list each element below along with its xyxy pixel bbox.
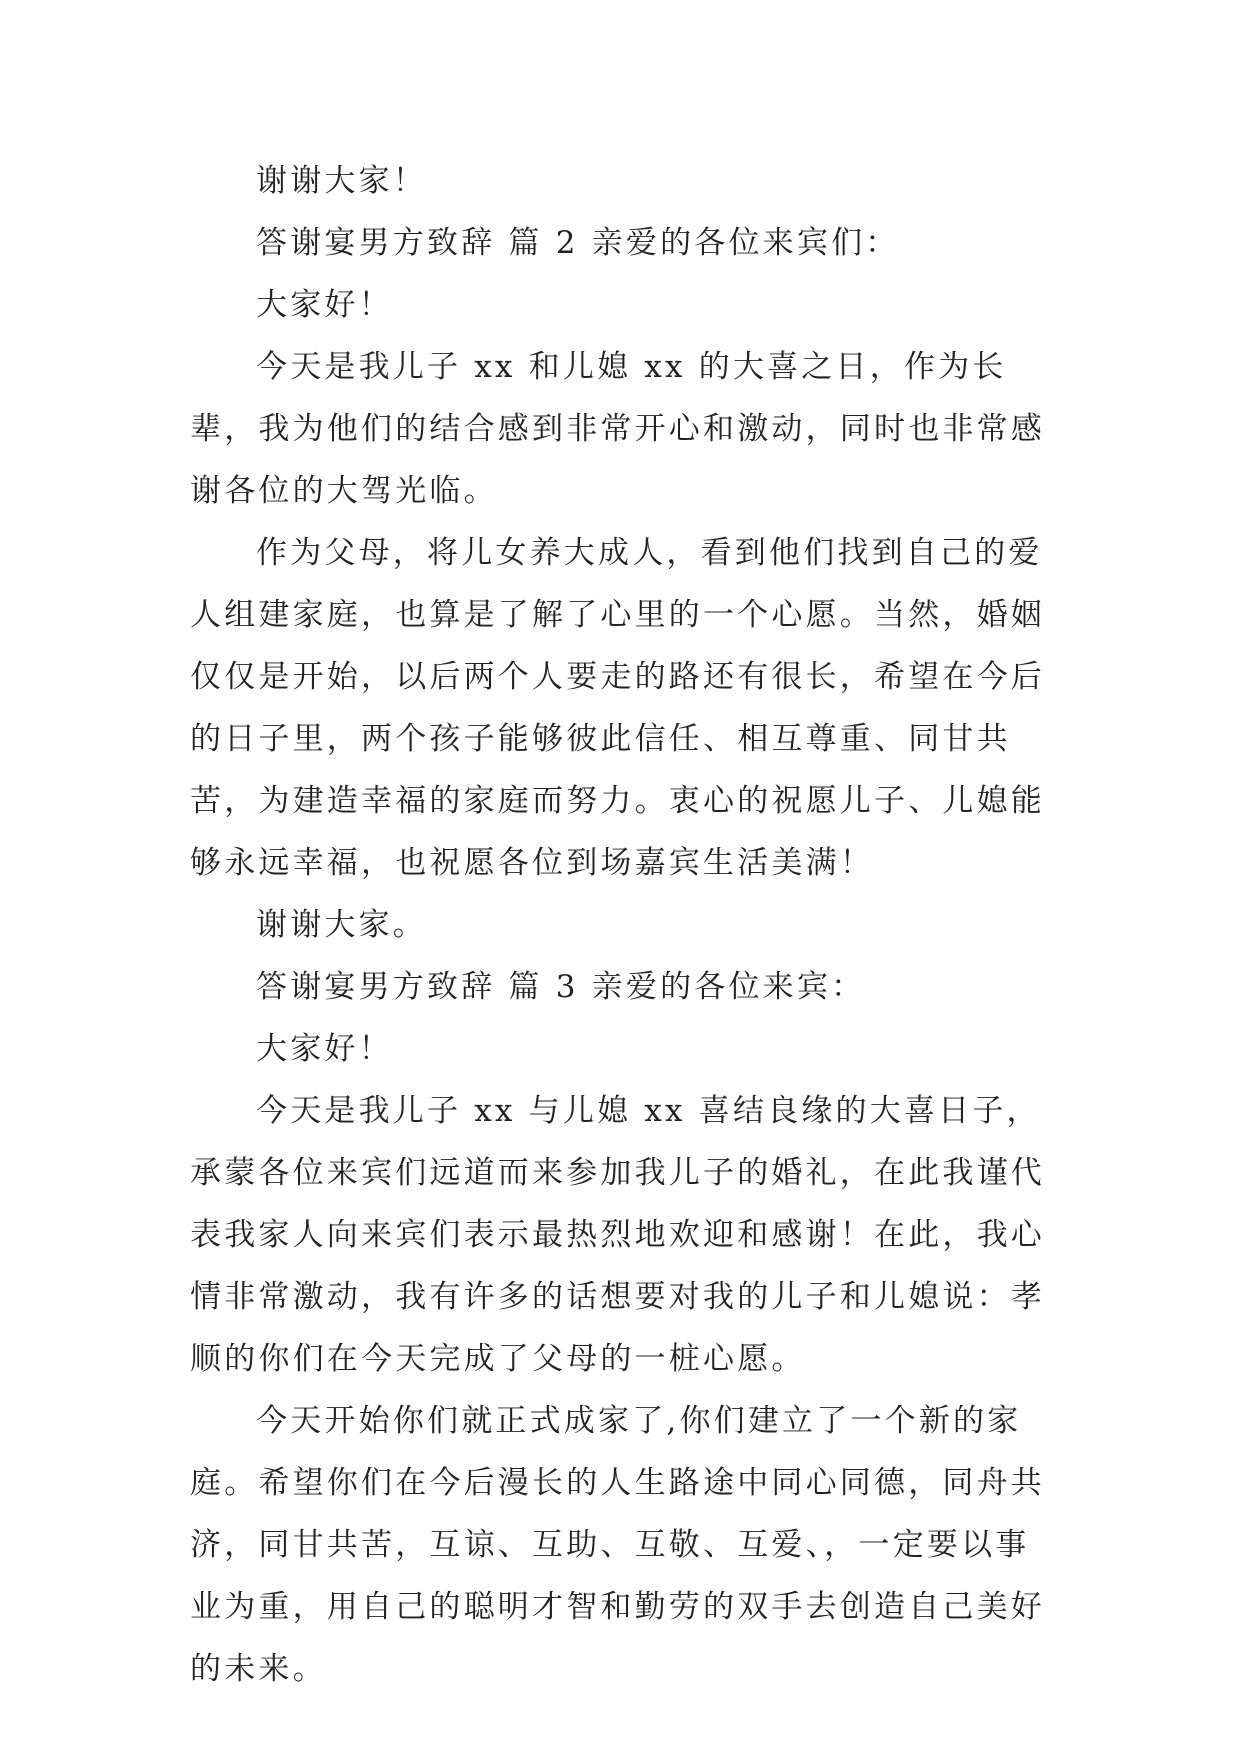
document-body <box>190 150 1060 1700</box>
paragraph-body-section-2-a: 今天是我儿子 xx 和儿媳 xx 的大喜之日，作为长辈，我为他们的结合感到非常开心和激动，同时也非常感谢各位的大驾光临。 <box>190 349 1045 509</box>
paragraph-heading-section-3: 答谢宴男方致辞 篇 3 亲爱的各位来宾： <box>256 969 866 1005</box>
paragraph-body-section-2-b: 作为父母，将儿女养大成人，看到他们找到自己的爱人组建家庭，也算是了解了心里的一个心愿。当然，婚姻仅仅是开始，以后两个人要走的路还有很长，希望在今后的日子里，两个孩子能够彼此信任、相互尊重、同甘共苦，为建造幸福的家庭而努力。衷心的祝愿儿子、儿媳能够永远幸福，也祝愿各位到场嘉宾生活美满！ <box>190 535 1045 881</box>
paragraph-heading-section-2: 答谢宴男方致辞 篇 2 亲爱的各位来宾们： <box>256 225 900 261</box>
paragraph-closing-thanks-1: 谢谢大家！ <box>256 163 427 199</box>
paragraph-greeting-1: 大家好！ <box>256 287 393 323</box>
paragraph-closing-thanks-2: 谢谢大家。 <box>256 907 427 943</box>
paragraph-body-section-3-b: 今天开始你们就正式成家了,你们建立了一个新的家庭。希望你们在今后漫长的人生路途中同心同德，同舟共济，同甘共苦，互谅、互助、互敬、互爱、，一定要以事业为重，用自己的聪明才智和勤劳的双手去创造自己美好的未来。 <box>190 1403 1045 1687</box>
paragraph-body-section-3-a: 今天是我儿子 xx 与儿媳 xx 喜结良缘的大喜日子，承蒙各位来宾们远道而来参加我儿子的婚礼，在此我谨代表我家人向来宾们表示最热烈地欢迎和感谢！在此，我心情非常激动，我有许多的话想要对我的儿子和儿媳说：孝顺的你们在今天完成了父母的一桩心愿。 <box>190 1093 1045 1377</box>
paragraph-greeting-2: 大家好！ <box>256 1031 393 1067</box>
